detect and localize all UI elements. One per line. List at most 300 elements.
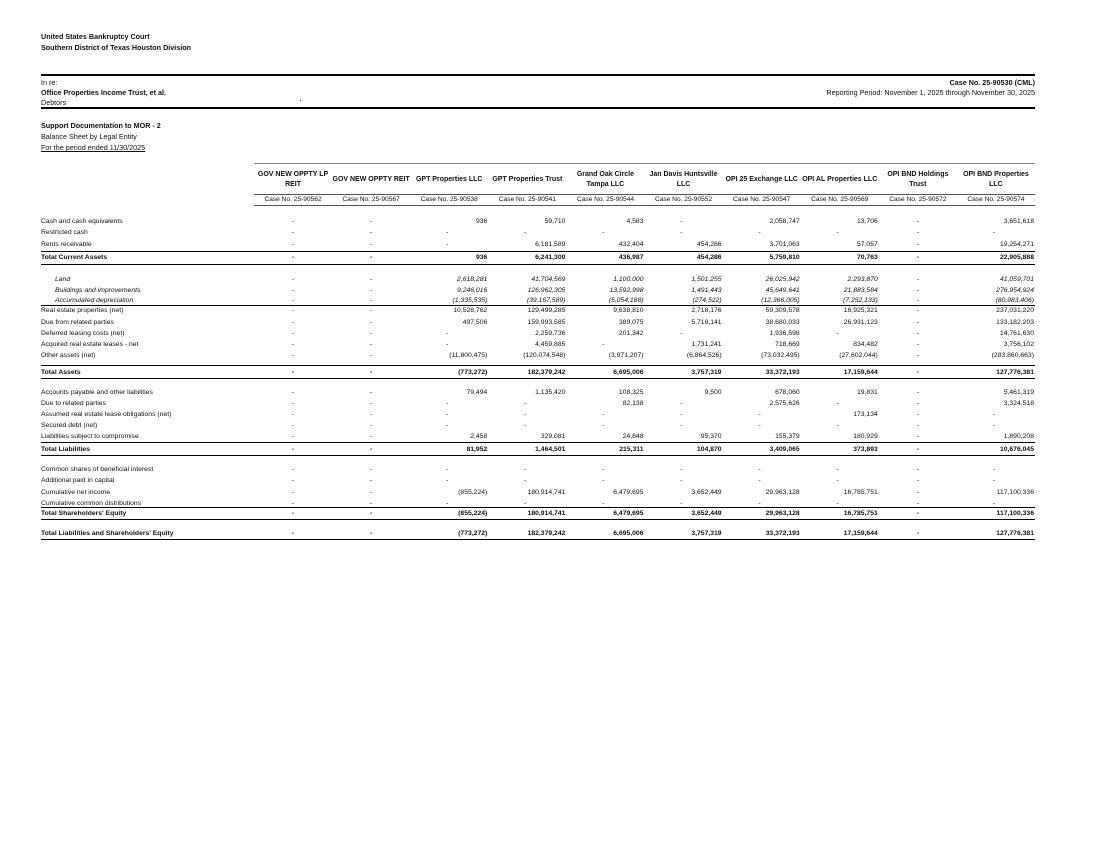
table-cell: - xyxy=(680,411,683,418)
table-cell: (3,971,207) xyxy=(608,352,644,359)
table-cell: - xyxy=(680,500,683,507)
table-cell: - xyxy=(680,466,683,473)
row-label: Additional paid in capital xyxy=(41,477,115,484)
table-row xyxy=(41,286,1035,296)
table-cell: (27,602,044) xyxy=(839,352,878,359)
table-cell: 1,135,420 xyxy=(535,389,566,396)
table-cell: 834,482 xyxy=(853,341,878,348)
table-cell: - xyxy=(916,446,919,453)
table-cell: - xyxy=(370,446,373,453)
table-cell: 2,458 xyxy=(470,433,488,440)
row-label: Total Current Assets xyxy=(41,254,108,261)
table-cell: 3,324,518 xyxy=(1003,400,1034,407)
table-cell: 389,075 xyxy=(618,319,644,326)
table-cell: 173,134 xyxy=(853,411,878,418)
table-cell: 3,701,063 xyxy=(769,241,800,248)
table-cell: - xyxy=(524,400,527,407)
row-label: Secured debt (net) xyxy=(41,422,98,429)
table-cell: 9,246,016 xyxy=(457,287,488,294)
table-cell: - xyxy=(370,466,373,473)
table-cell: - xyxy=(916,369,919,376)
table-cell: 5,461,319 xyxy=(1003,389,1034,396)
table-cell: 10,676,045 xyxy=(999,446,1034,453)
table-cell: (12,366,005) xyxy=(761,297,800,304)
column-header: Jan Davis Huntsville LLC xyxy=(649,171,718,188)
table-cell: - xyxy=(291,477,295,484)
table-cell: 29,963,128 xyxy=(765,510,800,517)
column-case-number: Case No. 25-90574 xyxy=(967,196,1025,203)
table-rule xyxy=(41,442,1035,443)
column-header: GOV NEW OPPTY LP REIT xyxy=(257,171,329,188)
table-cell: - xyxy=(680,400,683,407)
in-re-label: In re: xyxy=(41,78,58,87)
table-cell: 14,761,630 xyxy=(999,330,1034,337)
column-header: GPT Properties LLC xyxy=(415,176,483,183)
table-cell: - xyxy=(370,530,373,537)
table-row xyxy=(41,410,1035,420)
table-cell: (39,167,589) xyxy=(526,297,566,304)
table-cell: 9,500 xyxy=(704,389,722,396)
table-cell: 2,293,870 xyxy=(847,276,878,283)
row-label: Total Liabilities and Shareholders' Equity xyxy=(41,530,174,537)
table-cell: - xyxy=(370,287,373,294)
table-cell: - xyxy=(758,500,761,507)
table-cell: 22,905,888 xyxy=(999,254,1034,261)
table-cell: (1,335,535) xyxy=(452,297,488,304)
column-header: GOV NEW OPPTY REIT xyxy=(332,176,410,183)
table-cell: - xyxy=(524,466,527,473)
table-cell: - xyxy=(291,319,295,326)
table-cell: - xyxy=(992,422,995,429)
table-cell: 26,931,123 xyxy=(843,319,878,326)
table-cell: 19,831 xyxy=(856,389,878,396)
table-cell: - xyxy=(524,411,527,418)
table-cell: 936 xyxy=(475,254,488,261)
row-label: Cumulative net income xyxy=(41,489,111,496)
table-cell: 454,286 xyxy=(697,241,722,248)
table-cell: 454,286 xyxy=(697,254,722,261)
row-label: Liabilities subject to compromise xyxy=(41,433,139,440)
table-cell: - xyxy=(370,319,373,326)
row-label: Land xyxy=(55,276,71,283)
table-cell: 104,870 xyxy=(697,446,722,453)
table-cell: - xyxy=(916,352,919,359)
table-cell: 276,954,924 xyxy=(996,287,1034,294)
table-cell: 4,459,885 xyxy=(535,341,566,348)
table-cell: - xyxy=(291,389,295,396)
table-cell: 182,379,242 xyxy=(527,530,566,537)
table-rule xyxy=(41,539,1035,540)
court-division: Southern District of Texas Houston Division xyxy=(41,43,192,52)
table-cell: 16,785,751 xyxy=(843,510,878,517)
table-cell: - xyxy=(291,307,295,314)
table-row xyxy=(41,476,1035,486)
balance-sheet-table xyxy=(41,163,1035,628)
table-cell: 117,100,336 xyxy=(996,510,1034,517)
table-cell: - xyxy=(370,411,373,418)
row-label: Acquired real estate leases - net xyxy=(41,341,139,348)
table-cell: - xyxy=(291,241,295,248)
table-cell: 4,583 xyxy=(626,218,644,225)
table-cell: - xyxy=(446,330,449,337)
column-header: OPI BND Holdings Trust xyxy=(887,171,949,188)
caption-bottom-rule xyxy=(41,107,1035,109)
table-cell: - xyxy=(370,352,373,359)
table-cell: - xyxy=(370,307,373,314)
table-cell: 81,952 xyxy=(466,446,488,453)
table-cell: - xyxy=(916,287,919,294)
table-cell: - xyxy=(291,500,295,507)
row-label: Buildings and improvements xyxy=(55,287,141,294)
row-label: Rents receivable xyxy=(41,241,92,248)
table-cell: 95,370 xyxy=(700,433,722,440)
table-cell: - xyxy=(446,341,449,348)
table-cell: 126,962,305 xyxy=(527,287,566,294)
table-cell: - xyxy=(291,276,295,283)
table-cell: (5,054,188) xyxy=(608,297,644,304)
table-row xyxy=(41,318,1035,328)
table-cell: 373,893 xyxy=(853,446,878,453)
table-cell: - xyxy=(758,477,761,484)
table-cell: - xyxy=(446,241,449,248)
header-top-rule xyxy=(254,163,1035,164)
table-cell: - xyxy=(916,422,919,429)
table-cell: - xyxy=(992,477,995,484)
table-cell: 45,649,641 xyxy=(765,287,800,294)
table-cell: 108,325 xyxy=(618,389,644,396)
column-case-number: Case No. 25-90569 xyxy=(811,196,869,203)
row-label: Deferred leasing costs (net) xyxy=(41,330,125,337)
table-cell: 182,379,242 xyxy=(527,369,566,376)
table-cell: - xyxy=(524,500,527,507)
row-label: Restricted cash xyxy=(41,229,88,236)
table-rule xyxy=(41,378,1035,379)
table-cell: - xyxy=(370,389,373,396)
table-cell: - xyxy=(916,510,919,517)
column-case-number: Case No. 25-90567 xyxy=(342,196,400,203)
table-cell: - xyxy=(291,218,295,225)
table-cell: - xyxy=(680,218,683,225)
table-cell: 432,404 xyxy=(618,241,644,248)
table-cell: 718,669 xyxy=(775,341,800,348)
table-row xyxy=(41,275,1035,285)
table-cell: 155,379 xyxy=(775,433,800,440)
table-cell: - xyxy=(992,229,995,236)
table-cell: 29,963,128 xyxy=(765,489,800,496)
table-cell: 16,925,321 xyxy=(843,307,878,314)
case-number: Case No. 25-90530 (CML) xyxy=(949,78,1035,87)
table-cell: - xyxy=(370,477,373,484)
table-cell: - xyxy=(916,229,919,236)
table-row xyxy=(41,445,1035,455)
row-label: Cumulative common distributions xyxy=(41,500,142,507)
table-cell: - xyxy=(758,466,761,473)
table-cell: 1,936,598 xyxy=(769,330,800,337)
table-cell: - xyxy=(370,218,373,225)
column-case-number: Case No. 25-90547 xyxy=(733,196,791,203)
table-cell: - xyxy=(916,297,919,304)
table-cell: - xyxy=(370,341,373,348)
table-cell: 237,031,220 xyxy=(996,307,1034,314)
table-cell: - xyxy=(916,530,919,537)
table-cell: 16,785,751 xyxy=(843,489,878,496)
debtor-name: Office Properties Income Trust, et al. xyxy=(41,88,167,97)
table-cell: - xyxy=(370,369,373,376)
table-cell: - xyxy=(370,400,373,407)
table-cell: - xyxy=(916,307,919,314)
table-cell: - xyxy=(370,330,373,337)
table-cell: 17,159,644 xyxy=(843,530,878,537)
table-cell: 127,776,381 xyxy=(996,530,1034,537)
table-cell: 24,848 xyxy=(622,433,644,440)
table-cell: - xyxy=(370,489,373,496)
table-rule xyxy=(41,455,1035,456)
table-cell: - xyxy=(992,466,995,473)
table-cell: 9,638,810 xyxy=(613,307,644,314)
table-cell: (274,522) xyxy=(692,297,722,304)
table-cell: - xyxy=(602,422,605,429)
table-cell: - xyxy=(291,466,295,473)
table-cell: (80,983,406) xyxy=(995,297,1034,304)
table-cell: 19,254,271 xyxy=(999,241,1034,248)
table-cell: (7,252,133) xyxy=(843,297,878,304)
stray-dot xyxy=(300,100,301,101)
table-cell: 1,890,208 xyxy=(1003,433,1034,440)
table-cell: (6,864,526) xyxy=(686,352,722,359)
table-row xyxy=(41,351,1035,361)
table-cell: 33,372,193 xyxy=(765,530,800,537)
table-cell: 3,757,319 xyxy=(691,530,722,537)
table-cell: - xyxy=(291,400,295,407)
table-cell: 1,501,255 xyxy=(691,276,722,283)
table-cell: 936 xyxy=(475,218,488,225)
table-cell: - xyxy=(291,530,295,537)
row-label: Total Shareholders' Equity xyxy=(41,510,127,517)
table-cell: - xyxy=(992,500,995,507)
table-cell: 1,731,241 xyxy=(691,341,722,348)
table-cell: 2,259,736 xyxy=(535,330,566,337)
table-cell: 17,159,644 xyxy=(843,369,878,376)
court-name: United States Bankruptcy Court xyxy=(41,32,150,41)
table-cell: 6,479,695 xyxy=(613,510,644,517)
table-row xyxy=(41,228,1035,238)
column-header: OPI AL Properties LLC xyxy=(802,176,878,183)
table-cell: 133,182,203 xyxy=(996,319,1034,326)
table-cell: - xyxy=(836,466,839,473)
table-cell: 5,759,810 xyxy=(769,254,800,261)
table-cell: 6,181,589 xyxy=(535,241,566,248)
table-cell: - xyxy=(680,229,683,236)
table-cell: - xyxy=(836,229,839,236)
table-cell: - xyxy=(916,389,919,396)
table-cell: - xyxy=(291,369,295,376)
debtors-label: Debtors xyxy=(41,98,67,107)
table-cell: 129,499,285 xyxy=(527,307,566,314)
table-cell: (11,800,475) xyxy=(449,352,488,359)
table-cell: - xyxy=(916,341,919,348)
table-cell: - xyxy=(291,352,295,359)
table-cell: - xyxy=(916,500,919,507)
column-case-number: Case No. 25-90541 xyxy=(498,196,556,203)
table-cell: 117,100,336 xyxy=(996,489,1034,496)
table-cell: 5,718,141 xyxy=(691,319,722,326)
table-cell: 180,914,741 xyxy=(527,489,566,496)
table-row xyxy=(41,388,1035,398)
table-cell: 2,618,281 xyxy=(457,276,488,283)
table-cell: - xyxy=(836,330,839,337)
table-cell: - xyxy=(291,422,295,429)
table-cell: 6,695,006 xyxy=(613,369,644,376)
row-label: Other assets (net) xyxy=(41,352,96,359)
table-cell: (73,032,495) xyxy=(761,352,800,359)
table-rule xyxy=(41,264,1035,265)
table-body xyxy=(41,208,1035,628)
table-cell: - xyxy=(446,400,449,407)
table-cell: - xyxy=(836,400,839,407)
column-header: Grand Oak Circle Tampa LLC xyxy=(576,171,635,188)
table-cell: - xyxy=(758,411,761,418)
column-case-number: Case No. 25-90552 xyxy=(654,196,713,203)
table-cell: - xyxy=(916,218,919,225)
table-cell: - xyxy=(291,446,295,453)
table-cell: - xyxy=(446,411,449,418)
header-bottom-rule xyxy=(254,205,1035,206)
table-cell: - xyxy=(370,500,373,507)
table-row xyxy=(41,399,1035,409)
table-cell: - xyxy=(916,489,919,496)
table-cell: - xyxy=(446,422,449,429)
table-row xyxy=(41,329,1035,339)
table-cell: 3,756,102 xyxy=(1003,341,1034,348)
table-cell: 497,506 xyxy=(462,319,488,326)
table-cell: - xyxy=(680,477,683,484)
table-cell: - xyxy=(524,229,527,236)
table-cell: - xyxy=(836,477,839,484)
table-cell: - xyxy=(291,297,295,304)
row-label: Total Assets xyxy=(41,369,81,376)
table-cell: - xyxy=(916,411,919,418)
table-cell: 59,710 xyxy=(544,218,566,225)
row-label: Assumed real estate lease obligations (net) xyxy=(41,411,172,418)
table-cell: (283,860,663) xyxy=(991,352,1034,359)
table-cell: 678,060 xyxy=(775,389,800,396)
table-cell: 6,695,006 xyxy=(613,530,644,537)
column-header: OPI BND Properties LLC xyxy=(963,171,1029,188)
table-row xyxy=(41,488,1035,498)
table-cell: 1,491,443 xyxy=(691,287,722,294)
column-case-number: Case No. 25-90572 xyxy=(889,196,947,203)
table-cell: - xyxy=(916,241,919,248)
table-cell: - xyxy=(916,254,919,261)
table-cell: 215,311 xyxy=(619,446,644,453)
row-label: Total Liabilities xyxy=(41,446,90,453)
row-label: Due to related parties xyxy=(41,400,106,407)
table-cell: (855,224) xyxy=(458,489,488,496)
row-label: Real estate properties (net) xyxy=(41,307,124,314)
table-cell: 13,706 xyxy=(856,218,878,225)
table-cell: 3,757,319 xyxy=(691,369,722,376)
table-cell: 3,652,449 xyxy=(691,489,722,496)
table-cell: - xyxy=(291,254,295,261)
row-label: Cash and cash equivalents xyxy=(41,218,123,225)
table-cell: - xyxy=(291,287,295,294)
table-row xyxy=(41,421,1035,431)
doc-subtitle: Balance Sheet by Legal Entity xyxy=(41,132,137,141)
table-cell: - xyxy=(446,500,449,507)
table-cell: 41,704,569 xyxy=(531,276,566,283)
table-row xyxy=(41,306,1035,316)
table-cell: 6,241,300 xyxy=(535,254,566,261)
table-row xyxy=(41,499,1035,509)
table-cell: - xyxy=(370,241,373,248)
table-cell: 3,652,449 xyxy=(691,510,722,517)
column-header: OPI 25 Exchange LLC xyxy=(725,176,798,183)
table-cell: - xyxy=(916,400,919,407)
column-case-number: Case No. 25-90562 xyxy=(264,196,322,203)
table-cell: - xyxy=(370,510,373,517)
table-row xyxy=(41,340,1035,350)
table-cell: - xyxy=(916,466,919,473)
table-cell: - xyxy=(602,229,605,236)
table-cell: 3,651,618 xyxy=(1003,218,1034,225)
table-cell: 1,464,501 xyxy=(535,446,566,453)
table-cell: (120,074,548) xyxy=(523,352,566,359)
table-cell: - xyxy=(916,319,919,326)
table-cell: - xyxy=(291,433,295,440)
table-row xyxy=(41,368,1035,378)
table-cell: 26,025,942 xyxy=(765,276,800,283)
table-cell: - xyxy=(602,341,605,348)
table-cell: - xyxy=(916,276,919,283)
table-cell: 159,993,585 xyxy=(527,319,566,326)
table-cell: 59,309,578 xyxy=(765,307,800,314)
table-row xyxy=(41,509,1035,519)
table-cell: - xyxy=(680,330,683,337)
table-cell: 2,575,626 xyxy=(769,400,800,407)
row-label: Accounts payable and other liabilities xyxy=(41,389,153,396)
table-cell: - xyxy=(602,477,605,484)
table-cell: 436,987 xyxy=(618,254,644,261)
table-row xyxy=(41,529,1035,539)
caption-top-rule xyxy=(41,74,1035,76)
table-cell: - xyxy=(291,229,295,236)
table-row xyxy=(41,240,1035,250)
table-cell: 2,718,176 xyxy=(691,307,722,314)
column-header-row xyxy=(41,163,1035,208)
table-cell: 329,081 xyxy=(540,433,566,440)
table-row xyxy=(41,217,1035,227)
table-cell: 6,479,695 xyxy=(613,489,644,496)
table-cell: - xyxy=(916,477,919,484)
table-cell: 21,883,584 xyxy=(843,287,878,294)
table-row xyxy=(41,465,1035,475)
table-cell: 38,680,033 xyxy=(765,319,800,326)
table-cell: - xyxy=(291,341,295,348)
table-cell: - xyxy=(916,330,919,337)
table-cell: - xyxy=(446,466,449,473)
table-cell: (855,224) xyxy=(458,510,488,517)
table-cell: - xyxy=(602,411,605,418)
table-cell: 13,592,998 xyxy=(609,287,644,294)
table-cell: (773,272) xyxy=(458,369,488,376)
table-cell: - xyxy=(291,411,295,418)
table-cell: 79,494 xyxy=(466,389,488,396)
table-cell: 3,409,065 xyxy=(769,446,800,453)
table-cell: - xyxy=(370,276,373,283)
table-cell: - xyxy=(446,477,449,484)
table-cell: 70,763 xyxy=(856,254,878,261)
table-cell: - xyxy=(836,500,839,507)
